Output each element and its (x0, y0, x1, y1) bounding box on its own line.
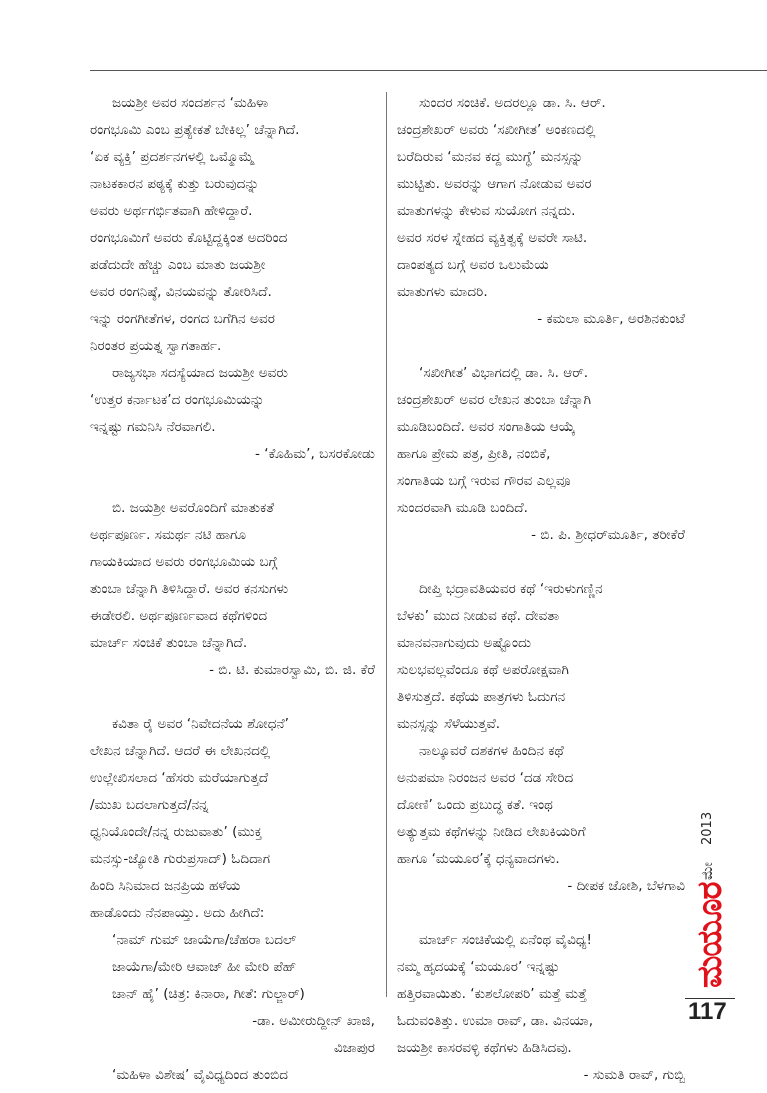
text-line: ತಿಳಿಸುತ್ತದೆ. ಕಥೆಯ ಪಾತ್ರಗಳು ಓದುಗನ (397, 689, 566, 705)
text-line: ಚಾನ್ ಹೈ’ (ಚಿತ್ರ: ಕಿನಾರಾ, ಗೀತೆ: ಗುಲ್ಜಾರ್) (112, 986, 305, 1002)
text-line: ರಂಗಭೂಮಿಗೆ ಅವರು ಕೊಟ್ಟಿದ್ದಕ್ಕಿಂತ ಅದರಿಂದ (90, 230, 288, 246)
text-line: ಬಿ. ಜಯಶ್ರೀ ಅವರೊಂದಿಗೆ ಮಾತುಕತೆ (112, 500, 274, 516)
text-line: ಮೂಡಿಬಂದಿದೆ. ಅವರ ಸಂಗಾತಿಯ ಆಯ್ಕೆ (397, 419, 576, 435)
text-line: ಉಲ್ಲೇಖಿಸಲಾದ ‘ಹೆಸರು ಮರೆಯಾಗುತ್ತದೆ (90, 770, 269, 786)
text-line: ಸುಲಭವಲ್ಲವೆಂದೂ ಕಥೆ ಅಪರೋಕ್ಷವಾಗಿ (397, 662, 569, 678)
text-line: ಧ್ವನಿಯೊಂದೇ/ನನ್ನ ರುಜುವಾತು’ (ಮುಕ್ತ (90, 824, 262, 840)
text-line: ರಾಜ್ಯಸಭಾ ಸದಸ್ಯೆಯಾದ ಜಯಶ್ರೀ ಅವರು (112, 365, 288, 381)
page-number: 117 (688, 998, 727, 1025)
text-line: ಲೇಖನ ಚೆನ್ನಾಗಿದೆ. ಆದರೆ ಈ ಲೇಖನದಲ್ಲಿ (90, 743, 271, 759)
text-line: ಇನ್ನಷ್ಟು ಗಮನಿಸಿ ನೆರವಾಗಲಿ. (90, 419, 216, 435)
text-line: ಸುಂದರ ಸಂಚಿಕೆ. ಅದರಲ್ಲೂ ಡಾ. ಸಿ. ಆರ್. (419, 95, 606, 111)
text-line: ಮನಸ್ಸು-ಜ್ಯೋತಿ ಗುರುಪ್ರಸಾದ್) ಓದಿದಾಗ (90, 851, 271, 867)
text-line: ಜಾಯೆಗಾ/ಮೇರಿ ಆವಾಜ್ ಹೀ ಮೇರಿ ಪೆಹ್ (112, 959, 297, 975)
magazine-month: ಮೇ (700, 862, 716, 880)
text-line: ಬೆಳಕು’ ಮುದ ನೀಡುವ ಕಥೆ. ದೇವತಾ (397, 608, 560, 624)
text-line: ಅವರು ಅರ್ಥಗರ್ಭಿತವಾಗಿ ಹೇಳಿದ್ದಾರೆ. (90, 203, 253, 219)
text-line: ದಾಂಪತ್ಯದ ಬಗ್ಗೆ ಅವರ ಒಲುಮೆಯ (397, 257, 549, 273)
text-line: ರಂಗಭೂಮಿ ಎಂಬ ಪ್ರತ್ಯೇಕತೆ ಬೇಕಿಲ್ಲ’ ಚೆನ್ನಾಗಿದೆ. (90, 122, 300, 138)
letter-block (397, 90, 685, 1089)
text-line: ದೋಣಿ’ ಒಂದು ಪ್ರಬುದ್ಧ ಕತೆ. ಇಂಥ (397, 797, 553, 813)
text-line: ಹಾಗೂ ಪ್ರೇಮ ಪತ್ರ, ಪ್ರೀತಿ, ನಂಬಿಕೆ, (397, 446, 551, 462)
text-line: ಕವಿತಾ ರೈ ಅವರ ‘ನಿವೇದನೆಯ ಶೋಧನೆ’ (112, 716, 289, 732)
text-line: ಈಡೇರಲಿ. ಅರ್ಥಪೂರ್ಣವಾದ ಕಥೆಗಳಿಂದ (90, 608, 268, 624)
text-line: ಮಾತುಗಳನ್ನು ಕೇಳುವ ಸುಯೋಗ ನನ್ನದು. (397, 203, 576, 219)
text-line: ತುಂಬಾ ಚೆನ್ನಾಗಿ ತಿಳಿಸಿದ್ದಾರೆ. ಅವರ ಕನಸುಗಳು (90, 581, 289, 597)
letter-signature: - ಕಮಲಾ ಮೂರ್ತಿ, ಅರಶಿನಕುಂಟೆ (537, 311, 685, 327)
text-line: ಬರೆದಿರುವ ‘ಮನವ ಕದ್ದ ಮುಗ್ಧೆ’ ಮನಸ್ಸನ್ನು (397, 149, 584, 165)
letter-signature: -ಡಾ. ಅಮೀರುದ್ದೀನ್ ಖಾಜಿ, (252, 1013, 375, 1029)
text-line: ‘ಸಖೀಗೀತ’ ವಿಭಾಗದಲ್ಲಿ ಡಾ. ಸಿ. ಆರ್. (419, 365, 589, 381)
text-line: ‘ನಾಮ್ ಗುಮ್ ಜಾಯೆಗಾ/ಚೆಹರಾ ಬದಲ್ (112, 932, 297, 948)
text-line: ಜಯಶ್ರೀ ಕಾಸರವಳ್ಳಿ ಕಥೆಗಳು ಹಿಡಿಸಿದವು. (397, 1040, 572, 1056)
text-line: ನಾಲ್ಕೂವರೆ ದಶಕಗಳ ಹಿಂದಿನ ಕಥೆ (419, 743, 564, 759)
text-line: ಅವರ ರಂಗನಿಷ್ಠೆ, ವಿನಯವನ್ನು ತೋರಿಸಿದೆ. (90, 284, 272, 300)
text-line: ಹಿಂದಿ ಸಿನಿಮಾದ ಜನಪ್ರಿಯ ಹಳೆಯ (90, 878, 241, 894)
magazine-year: 2013 (700, 811, 715, 845)
text-line: ನಾಟಕಕಾರನ ಪಠ್ಯಕ್ಕೆ ಕುತ್ತು ಬರುವುದನ್ನು (90, 176, 260, 192)
right-column (397, 90, 685, 1089)
letter-signature: ವಿಜಾಪುರ (334, 1040, 375, 1056)
text-line: ಚಂದ್ರಶೇಖರ್ ಅವರು ‘ಸಖೀಗೀತ’ ಅಂಕಣದಲ್ಲಿ (397, 122, 596, 138)
text-line: ಸುಂದರವಾಗಿ ಮೂಡಿ ಬಂದಿದೆ. (397, 500, 528, 516)
magazine-logo: ಮಯೂರ (690, 882, 730, 988)
letter-signature: - ಬಿ. ಟಿ. ಕುಮಾರಸ್ವಾಮಿ, ಬಿ. ಜಿ. ಕೆರೆ (209, 662, 375, 678)
text-line: /ಮುಖ ಬದಲಾಗುತ್ತದೆ/ನನ್ನ (90, 797, 209, 813)
letter-gap (397, 549, 685, 576)
column-divider (386, 92, 387, 997)
text-line: ಅತ್ಯುತ್ತಮ ಕಥೆಗಳನ್ನು ನೀಡಿದ ಲೇಖಕಿಯರಿಗೆ (397, 824, 586, 840)
text-line: ಹಾಗೂ ‘ಮಯೂರ’ಕ್ಕೆ ಧನ್ಯವಾದಗಳು. (397, 851, 560, 867)
text-line: ಮಾತುಗಳು ಮಾದರಿ. (397, 284, 488, 300)
text-line: ಮುಟ್ಟಿತು. ಅವರನ್ನು ಆಗಾಗ ನೋಡುವ ಅವರ (397, 176, 592, 192)
letter-signature: - ಸುಮತಿ ರಾವ್, ಗುಬ್ಬಿ (583, 1067, 685, 1083)
letter-gap (397, 900, 685, 927)
text-line: ‘ಏಕ ವ್ಯಕ್ತಿ’ ಪ್ರದರ್ಶನಗಳಲ್ಲಿ ಒಮ್ಮೊಮ್ಮೆ (90, 149, 255, 165)
text-line: ಮಾರ್ಚ್ ಸಂಚಿಕೆಯಲ್ಲಿ ಏನೆಂಥ ವೈವಿಧ್ಯ! (419, 932, 592, 948)
text-line: ನಮ್ಮ ಹೃದಯಕ್ಕೆ ‘ಮಯೂರ’ ಇನ್ನಷ್ಟು (397, 959, 560, 975)
letter-signature: - ‘ಕೊಹಿಮ’, ಬಸರಕೋಡು (255, 446, 375, 462)
text-line: ಅನುಪಮಾ ನಿರಂಜನ ಅವರ ‘ದಡ ಸೇರಿದ (397, 770, 574, 786)
text-line: ಓದುವಂತಿತ್ತು. ಉಮಾ ರಾವ್, ಡಾ. ವಿನಯಾ, (397, 1013, 594, 1029)
text-line: ಜಯಶ್ರೀ ಅವರ ಸಂದರ್ಶನ ‘ಮಹಿಳಾ (112, 95, 269, 111)
text-line: ಸಂಗಾತಿಯ ಬಗ್ಗೆ ಇರುವ ಗೌರವ ಎಲ್ಲವೂ (397, 473, 571, 489)
text-line: ಪಡೆದುದೇ ಹೆಚ್ಚು ಎಂಬ ಮಾತು ಜಯಶ್ರೀ (90, 257, 266, 273)
letter-gap (90, 468, 375, 495)
text-line: ‘ಮಹಿಳಾ ವಿಶೇಷ’ ವೈವಿಧ್ಯದಿಂದ ತುಂಬಿದ (112, 1067, 289, 1083)
text-line: ಚಂದ್ರಶೇಖರ್ ಅವರ ಲೇಖನ ತುಂಬಾ ಚೆನ್ನಾಗಿ (397, 392, 592, 408)
letter-block (90, 90, 375, 1089)
text-line: ನಿರಂತರ ಪ್ರಯತ್ನ ಸ್ವಾಗತಾರ್ಹ. (90, 338, 222, 354)
text-line: ಮಾರ್ಚ್ ಸಂಚಿಕೆ ತುಂಬಾ ಚೆನ್ನಾಗಿದೆ. (90, 635, 248, 651)
text-line: ಅವರ ಸರಳ ಸ್ನೇಹದ ವ್ಯಕ್ತಿತ್ವಕ್ಕೆ ಅವರೇ ಸಾಟಿ. (397, 230, 588, 246)
text-line: ಇನ್ನು ರಂಗಗೀತೆಗಳ, ರಂಗದ ಬಗೆಗಿನ ಅವರ (90, 311, 275, 327)
text-line: ಮನಸ್ಸನ್ನು ಸೆಳೆಯುತ್ತವೆ. (397, 716, 501, 732)
text-line: ‘ಉತ್ತರ ಕರ್ನಾಟಕ’ದ ರಂಗಭೂಮಿಯನ್ನು (90, 392, 265, 408)
header-rule (90, 70, 767, 71)
text-line: ದೀಪ್ತಿ ಭದ್ರಾವತಿಯವರ ಕಥೆ ‘ಇರುಳುಗಣ್ಣಿನ (419, 581, 603, 597)
letter-gap (397, 333, 685, 360)
text-line: ಗಾಯಕಿಯಾದ ಅವರು ರಂಗಭೂಮಿಯ ಬಗ್ಗೆ (90, 554, 278, 570)
text-line: ಹಾಡೊಂದು ನೆನಪಾಯ್ತು. ಅದು ಹೀಗಿದೆ: (90, 905, 265, 921)
letter-gap (90, 684, 375, 711)
text-line: ಮಾನವನಾಗುವುದು ಅಷ್ಟೊಂದು (397, 635, 532, 651)
left-column (90, 90, 375, 1089)
text-line: ಹತ್ತಿರವಾಯಿತು. ‘ಕುಶಲೋಪರಿ’ ಮತ್ತೆ ಮತ್ತೆ (397, 986, 587, 1002)
letter-signature: - ದೀಪಕ ಜೋಶಿ, ಬೆಳಗಾವಿ (567, 878, 685, 894)
letter-signature: - ಬಿ. ಪಿ. ಶ್ರೀಧರ್‌ಮೂರ್ತಿ, ತರೀಕೆರೆ (531, 527, 685, 543)
text-line: ಅರ್ಥಪೂರ್ಣ. ಸಮರ್ಥ ನಟಿ ಹಾಗೂ (90, 527, 247, 543)
